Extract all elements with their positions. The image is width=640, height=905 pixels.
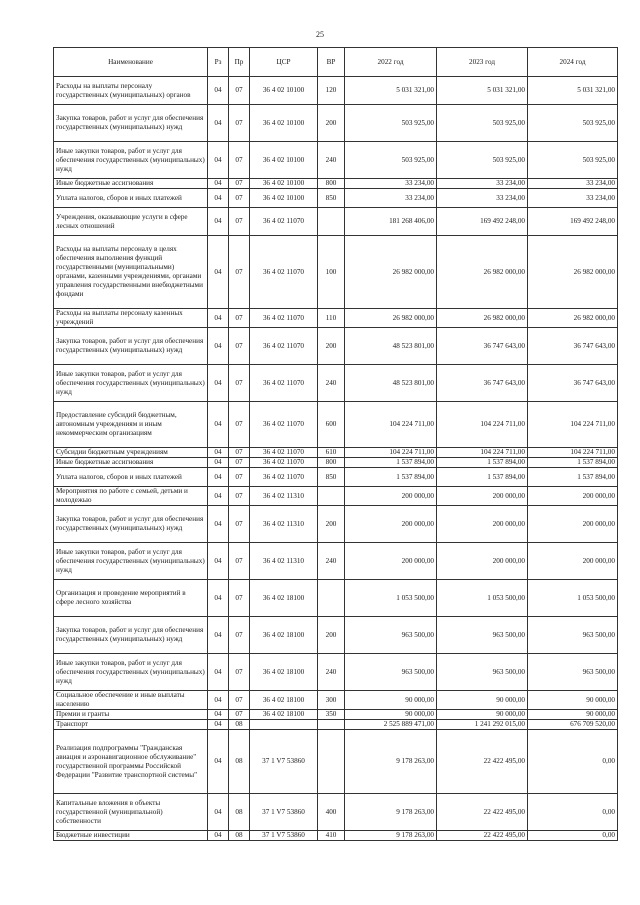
cell-rz: 04 [208,236,229,309]
table-header-row [54,48,618,77]
table-row [54,142,618,179]
cell-csr: 36 4 02 10100 [250,189,318,208]
cell-csr: 36 4 02 11070 [250,365,318,402]
cell-name: Иные закупки товаров, работ и услуг для обеспечения государственных (муниципальных) нужд [54,365,208,402]
cell-name: Расходы на выплаты персоналу казенных учреждений [54,309,208,328]
cell-csr: 36 4 02 11070 [250,309,318,328]
cell-y2022: 963 500,00 [345,654,437,691]
cell-rz: 04 [208,831,229,841]
cell-rz: 04 [208,458,229,468]
header-pr: Пр [229,48,250,77]
cell-y2023: 33 234,00 [437,179,528,189]
cell-name: Уплата налогов, сборов и иных платежей [54,189,208,208]
cell-y2023: 36 747 643,00 [437,365,528,402]
cell-y2023: 104 224 711,00 [437,448,528,458]
cell-y2022: 9 178 263,00 [345,730,437,794]
cell-y2023: 200 000,00 [437,506,528,543]
cell-csr: 36 4 02 18100 [250,654,318,691]
cell-y2022: 9 178 263,00 [345,794,437,831]
cell-pr: 07 [229,487,250,506]
cell-y2022: 9 178 263,00 [345,831,437,841]
table-row [54,236,618,309]
cell-pr: 07 [229,77,250,105]
cell-name: Иные бюджетные ассигнования [54,458,208,468]
cell-rz: 04 [208,710,229,720]
cell-y2022: 104 224 711,00 [345,402,437,448]
cell-csr [250,720,318,730]
table-row [54,487,618,506]
cell-pr: 07 [229,208,250,236]
cell-rz: 04 [208,402,229,448]
cell-csr: 36 4 02 11070 [250,208,318,236]
cell-y2024: 963 500,00 [528,654,618,691]
cell-y2024: 503 925,00 [528,105,618,142]
cell-rz: 04 [208,654,229,691]
cell-rz: 04 [208,543,229,580]
cell-y2023: 33 234,00 [437,189,528,208]
header-2024: 2024 год [528,48,618,77]
cell-vr: 410 [318,831,345,841]
cell-y2022: 2 525 889 471,00 [345,720,437,730]
cell-name: Расходы на выплаты персоналу в целях обеспечения выполнения функций государственными (муниципальными) органами, казенными учреждениями, органами управления государственными внебюджетными фондами [54,236,208,309]
table-row [54,468,618,487]
cell-name: Иные закупки товаров, работ и услуг для обеспечения государственных (муниципальных) нужд [54,142,208,179]
table-row [54,77,618,105]
cell-y2023: 200 000,00 [437,487,528,506]
header-2023: 2023 год [437,48,528,77]
cell-vr: 850 [318,189,345,208]
cell-rz: 04 [208,189,229,208]
cell-csr: 36 4 02 11310 [250,543,318,580]
cell-vr: 120 [318,77,345,105]
cell-y2022: 33 234,00 [345,189,437,208]
cell-y2022: 90 000,00 [345,710,437,720]
cell-y2024: 0,00 [528,794,618,831]
cell-name: Организация и проведение мероприятий в сфере лесного хозяйства [54,580,208,617]
table-row [54,328,618,365]
cell-y2022: 963 500,00 [345,617,437,654]
cell-name: Социальное обеспечение и иные выплаты населению [54,691,208,710]
cell-rz: 04 [208,580,229,617]
cell-name: Реализация подпрограммы "Гражданская авиация и аэронавигационное обслуживание" государственной программы Российской Федерации "Развитие транспортной системы" [54,730,208,794]
cell-y2023: 503 925,00 [437,142,528,179]
table-row [54,654,618,691]
cell-pr: 07 [229,654,250,691]
header-vr: ВР [318,48,345,77]
cell-csr: 36 4 02 10100 [250,142,318,179]
table-row [54,580,618,617]
cell-csr: 36 4 02 18100 [250,691,318,710]
cell-y2022: 1 537 894,00 [345,468,437,487]
cell-csr: 36 4 02 11070 [250,458,318,468]
table-row [54,402,618,448]
cell-rz: 04 [208,142,229,179]
cell-rz: 04 [208,328,229,365]
cell-pr: 07 [229,179,250,189]
cell-vr: 100 [318,236,345,309]
cell-y2024: 5 031 321,00 [528,77,618,105]
cell-pr: 07 [229,328,250,365]
cell-rz: 04 [208,691,229,710]
cell-pr: 07 [229,580,250,617]
cell-y2023: 169 492 248,00 [437,208,528,236]
cell-y2023: 90 000,00 [437,691,528,710]
table-row [54,309,618,328]
cell-rz: 04 [208,730,229,794]
cell-pr: 07 [229,309,250,328]
cell-y2023: 1 537 894,00 [437,468,528,487]
cell-pr: 07 [229,543,250,580]
table-row [54,179,618,189]
cell-name: Мероприятия по работе с семьей, детьми и молодежью [54,487,208,506]
cell-y2024: 200 000,00 [528,543,618,580]
cell-y2024: 26 982 000,00 [528,236,618,309]
cell-y2023: 503 925,00 [437,105,528,142]
cell-vr: 240 [318,365,345,402]
table-row [54,710,618,720]
cell-pr: 07 [229,189,250,208]
cell-y2023: 104 224 711,00 [437,402,528,448]
cell-rz: 04 [208,208,229,236]
cell-y2023: 22 422 495,00 [437,794,528,831]
cell-rz: 04 [208,105,229,142]
cell-name: Иные бюджетные ассигнования [54,179,208,189]
cell-pr: 07 [229,710,250,720]
table-row [54,458,618,468]
cell-y2022: 5 031 321,00 [345,77,437,105]
cell-csr: 36 4 02 10100 [250,77,318,105]
page-number: 25 [316,30,324,39]
cell-name: Учреждения, оказывающие услуги в сфере лесных отношений [54,208,208,236]
cell-vr [318,720,345,730]
cell-y2024: 1 053 500,00 [528,580,618,617]
cell-csr: 36 4 02 11070 [250,402,318,448]
cell-y2024: 33 234,00 [528,179,618,189]
cell-csr: 36 4 02 18100 [250,580,318,617]
cell-rz: 04 [208,365,229,402]
cell-vr: 610 [318,448,345,458]
cell-name: Закупка товаров, работ и услуг для обеспечения государственных (муниципальных) нужд [54,105,208,142]
cell-y2022: 200 000,00 [345,506,437,543]
cell-y2024: 503 925,00 [528,142,618,179]
cell-y2022: 503 925,00 [345,105,437,142]
cell-name: Субсидии бюджетным учреждениям [54,448,208,458]
table-row [54,506,618,543]
table-row [54,691,618,710]
table-row [54,365,618,402]
cell-vr: 350 [318,710,345,720]
cell-rz: 04 [208,617,229,654]
cell-pr: 07 [229,468,250,487]
cell-name: Закупка товаров, работ и услуг для обеспечения государственных (муниципальных) нужд [54,617,208,654]
cell-csr: 36 4 02 11070 [250,448,318,458]
cell-y2023: 1 053 500,00 [437,580,528,617]
cell-vr: 110 [318,309,345,328]
cell-y2023: 22 422 495,00 [437,831,528,841]
cell-csr: 36 4 02 10100 [250,179,318,189]
table-row [54,448,618,458]
cell-y2022: 104 224 711,00 [345,448,437,458]
cell-y2023: 26 982 000,00 [437,309,528,328]
cell-y2024: 963 500,00 [528,617,618,654]
cell-y2022: 503 925,00 [345,142,437,179]
cell-y2022: 26 982 000,00 [345,236,437,309]
cell-csr: 37 1 V7 53860 [250,730,318,794]
cell-y2023: 963 500,00 [437,617,528,654]
cell-y2022: 26 982 000,00 [345,309,437,328]
cell-y2024: 36 747 643,00 [528,365,618,402]
table-row [54,720,618,730]
cell-y2023: 90 000,00 [437,710,528,720]
cell-pr: 07 [229,236,250,309]
table-row [54,617,618,654]
cell-vr: 200 [318,506,345,543]
cell-vr: 300 [318,691,345,710]
cell-name: Премии и гранты [54,710,208,720]
cell-name: Расходы на выплаты персоналу государственных (муниципальных) органов [54,77,208,105]
cell-vr: 240 [318,654,345,691]
cell-y2022: 48 523 801,00 [345,328,437,365]
table-row [54,105,618,142]
cell-vr [318,208,345,236]
cell-y2023: 26 982 000,00 [437,236,528,309]
cell-vr: 600 [318,402,345,448]
cell-pr: 08 [229,730,250,794]
cell-vr: 400 [318,794,345,831]
cell-csr: 36 4 02 18100 [250,617,318,654]
cell-y2022: 33 234,00 [345,179,437,189]
cell-y2024: 104 224 711,00 [528,448,618,458]
cell-rz: 04 [208,77,229,105]
cell-rz: 04 [208,448,229,458]
header-csr: ЦСР [250,48,318,77]
cell-csr: 37 1 V7 53860 [250,794,318,831]
cell-pr: 07 [229,142,250,179]
cell-pr: 08 [229,720,250,730]
cell-name: Закупка товаров, работ и услуг для обеспечения государственных (муниципальных) нужд [54,506,208,543]
cell-vr [318,730,345,794]
cell-csr: 36 4 02 11310 [250,506,318,543]
cell-rz: 04 [208,468,229,487]
cell-vr: 200 [318,105,345,142]
table-row [54,831,618,841]
cell-y2022: 48 523 801,00 [345,365,437,402]
header-rz: Рз [208,48,229,77]
cell-y2024: 36 747 643,00 [528,328,618,365]
cell-vr: 800 [318,179,345,189]
cell-y2024: 0,00 [528,730,618,794]
cell-pr: 07 [229,691,250,710]
cell-y2024: 200 000,00 [528,506,618,543]
cell-y2024: 1 537 894,00 [528,458,618,468]
cell-y2022: 200 000,00 [345,543,437,580]
cell-pr: 08 [229,794,250,831]
cell-vr: 200 [318,617,345,654]
cell-y2023: 200 000,00 [437,543,528,580]
cell-csr: 36 4 02 11310 [250,487,318,506]
cell-pr: 07 [229,402,250,448]
header-name: Наименование [54,48,208,77]
cell-pr: 08 [229,831,250,841]
cell-y2023: 1 241 292 015,00 [437,720,528,730]
cell-vr: 240 [318,142,345,179]
cell-name: Уплата налогов, сборов и иных платежей [54,468,208,487]
cell-vr [318,580,345,617]
cell-rz: 04 [208,794,229,831]
cell-y2022: 1 537 894,00 [345,458,437,468]
cell-pr: 07 [229,617,250,654]
cell-name: Капитальные вложения в объекты государственной (муниципальной) собственности [54,794,208,831]
cell-csr: 37 1 V7 53860 [250,831,318,841]
cell-y2022: 181 268 406,00 [345,208,437,236]
cell-vr: 800 [318,458,345,468]
cell-y2023: 963 500,00 [437,654,528,691]
cell-y2024: 0,00 [528,831,618,841]
cell-y2024: 169 492 248,00 [528,208,618,236]
cell-pr: 07 [229,448,250,458]
cell-y2022: 1 053 500,00 [345,580,437,617]
cell-csr: 36 4 02 10100 [250,105,318,142]
cell-y2024: 90 000,00 [528,710,618,720]
table-row [54,543,618,580]
cell-y2024: 676 709 520,00 [528,720,618,730]
cell-vr [318,487,345,506]
header-2022: 2022 год [345,48,437,77]
table-row [54,189,618,208]
cell-name: Транспорт [54,720,208,730]
cell-name: Иные закупки товаров, работ и услуг для обеспечения государственных (муниципальных) нужд [54,543,208,580]
cell-pr: 07 [229,105,250,142]
cell-csr: 36 4 02 11070 [250,328,318,365]
cell-vr: 850 [318,468,345,487]
cell-rz: 04 [208,487,229,506]
cell-y2023: 5 031 321,00 [437,77,528,105]
cell-csr: 36 4 02 18100 [250,710,318,720]
cell-pr: 07 [229,506,250,543]
table-row [54,208,618,236]
cell-rz: 04 [208,720,229,730]
cell-rz: 04 [208,506,229,543]
cell-y2023: 36 747 643,00 [437,328,528,365]
cell-y2022: 200 000,00 [345,487,437,506]
cell-pr: 07 [229,365,250,402]
cell-y2024: 200 000,00 [528,487,618,506]
cell-vr: 200 [318,328,345,365]
table-row [54,794,618,831]
cell-rz: 04 [208,179,229,189]
cell-y2023: 22 422 495,00 [437,730,528,794]
cell-y2023: 1 537 894,00 [437,458,528,468]
cell-pr: 07 [229,458,250,468]
cell-name: Предоставление субсидий бюджетным, автономным учреждениям и иным некоммерческим организациям [54,402,208,448]
cell-vr: 240 [318,543,345,580]
cell-y2024: 1 537 894,00 [528,468,618,487]
cell-name: Закупка товаров, работ и услуг для обеспечения государственных (муниципальных) нужд [54,328,208,365]
cell-y2024: 90 000,00 [528,691,618,710]
table-row [54,730,618,794]
cell-name: Иные закупки товаров, работ и услуг для обеспечения государственных (муниципальных) нужд [54,654,208,691]
cell-csr: 36 4 02 11070 [250,468,318,487]
cell-y2024: 26 982 000,00 [528,309,618,328]
cell-y2022: 90 000,00 [345,691,437,710]
cell-name: Бюджетные инвестиции [54,831,208,841]
cell-rz: 04 [208,309,229,328]
cell-csr: 36 4 02 11070 [250,236,318,309]
cell-y2024: 104 224 711,00 [528,402,618,448]
cell-y2024: 33 234,00 [528,189,618,208]
budget-table [53,47,618,841]
